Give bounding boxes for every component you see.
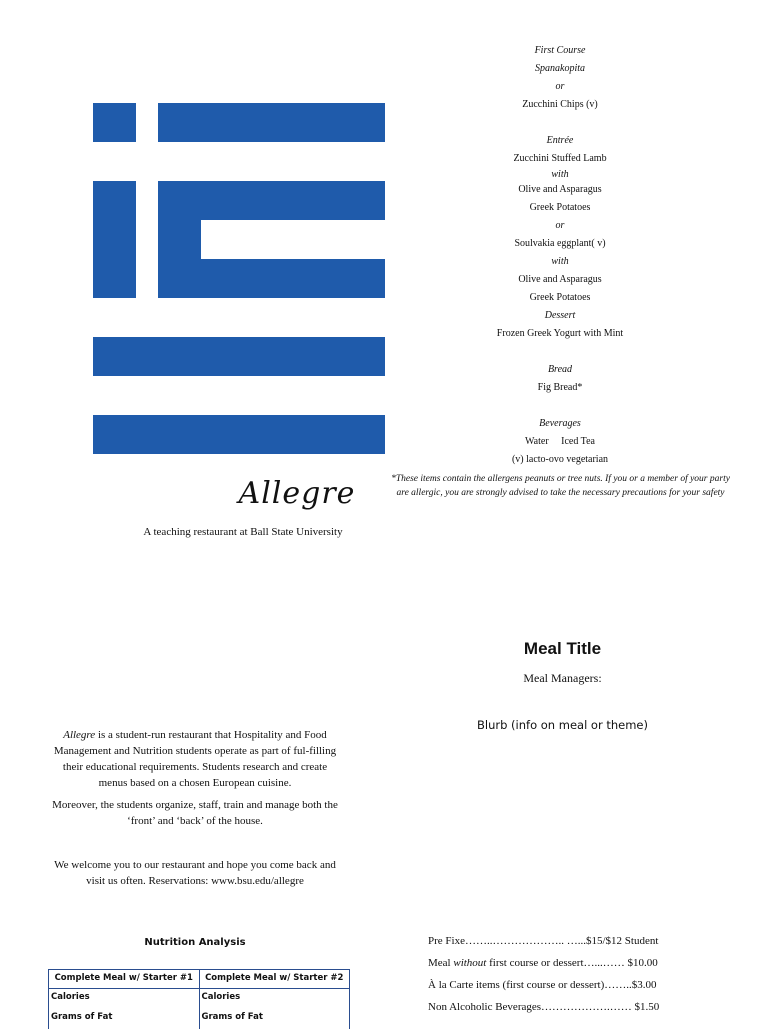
about-paragraph: Moreover, the students organize, staff, train and manage both the ‘front’ and ‘back’ of the house. (52, 799, 338, 827)
entree-heading: Entrée (546, 135, 574, 146)
entree-with: with (551, 169, 569, 180)
greece-flag-icon (93, 103, 385, 454)
first-course-item: Zucchini Chips (v) (522, 99, 598, 110)
nutrition-title: Nutrition Analysis (144, 937, 246, 948)
price-row: À la Carte items (first course or dessert)……..$3.00 (428, 979, 657, 991)
entree-item: Soulvakia eggplant( v) (514, 238, 606, 249)
price-row: Pre Fixe……..……………….. …...$15/$12 Student (428, 935, 659, 947)
price-row-text: Meal (428, 957, 454, 969)
nutrition-cell: Grams of Fat (49, 1009, 200, 1029)
bread-item: Fig Bread* (537, 382, 583, 393)
meal-blurb: Blurb (info on meal or theme) (477, 718, 648, 732)
beverages-heading: Beverages (539, 418, 581, 429)
welcome-text: We welcome you to our restaurant and hope you come back and visit us often. Reservations: www.bsu.edu/allegre (54, 859, 336, 887)
pricing-list (428, 930, 688, 1018)
entree-with: with (551, 256, 569, 267)
nutrition-header: Complete Meal w/ Starter #1 (49, 970, 200, 989)
entree-side: Olive and Asparagus (518, 184, 602, 195)
menu-column (420, 42, 700, 469)
vegetarian-legend: (v) lacto-ovo vegetarian (511, 454, 609, 465)
dessert-heading: Dessert (544, 310, 576, 321)
about-paragraph (50, 727, 340, 791)
beverages-item: Water Iced Tea (525, 436, 595, 447)
nutrition-header: Complete Meal w/ Starter #2 (199, 970, 350, 989)
price-row (428, 952, 688, 974)
price-row: Non Alcoholic Beverages……………….…… $1.50 (428, 1001, 660, 1013)
entree-or: or (555, 220, 565, 231)
entree-side: Greek Potatoes (529, 292, 591, 303)
about-section (50, 727, 340, 835)
nutrition-cell: Calories (49, 989, 200, 1010)
about-text: is a student-run restaurant that Hospitality and Food Management and Nutrition students operate as part of ful-filling their educational requirements. Students research and create menus based on a chosen European cuisine. (53, 729, 337, 789)
dessert-item: Frozen Greek Yogurt with Mint (496, 328, 624, 339)
meal-managers: Meal Managers: (523, 671, 602, 685)
first-course-item: Spanakopita (535, 63, 585, 74)
nutrition-table (48, 969, 350, 1029)
meal-title: Meal Title (523, 639, 602, 658)
nutrition-cell: Grams of Fat (199, 1009, 350, 1029)
allergen-note: *These items contain the allergens peanuts or tree nuts. If you or a member of your party are allergic, you are strongly advised to take the necessary precautions for your safety (391, 474, 730, 498)
bread-heading: Bread (547, 364, 573, 375)
entree-side: Greek Potatoes (529, 202, 591, 213)
nutrition-cell: Calories (199, 989, 350, 1010)
entree-side: Olive and Asparagus (518, 274, 602, 285)
price-row-text: first course or dessert…...…… $10.00 (486, 957, 658, 969)
tagline: A teaching restaurant at Ball State University (143, 526, 343, 538)
first-course-heading: First Course (534, 45, 586, 56)
price-row-emphasis: without (453, 957, 487, 969)
restaurant-name: Allegre (238, 476, 356, 511)
first-course-or: or (555, 81, 565, 92)
restaurant-name-inline: Allegre (63, 729, 96, 741)
entree-item: Zucchini Stuffed Lamb (513, 153, 607, 164)
